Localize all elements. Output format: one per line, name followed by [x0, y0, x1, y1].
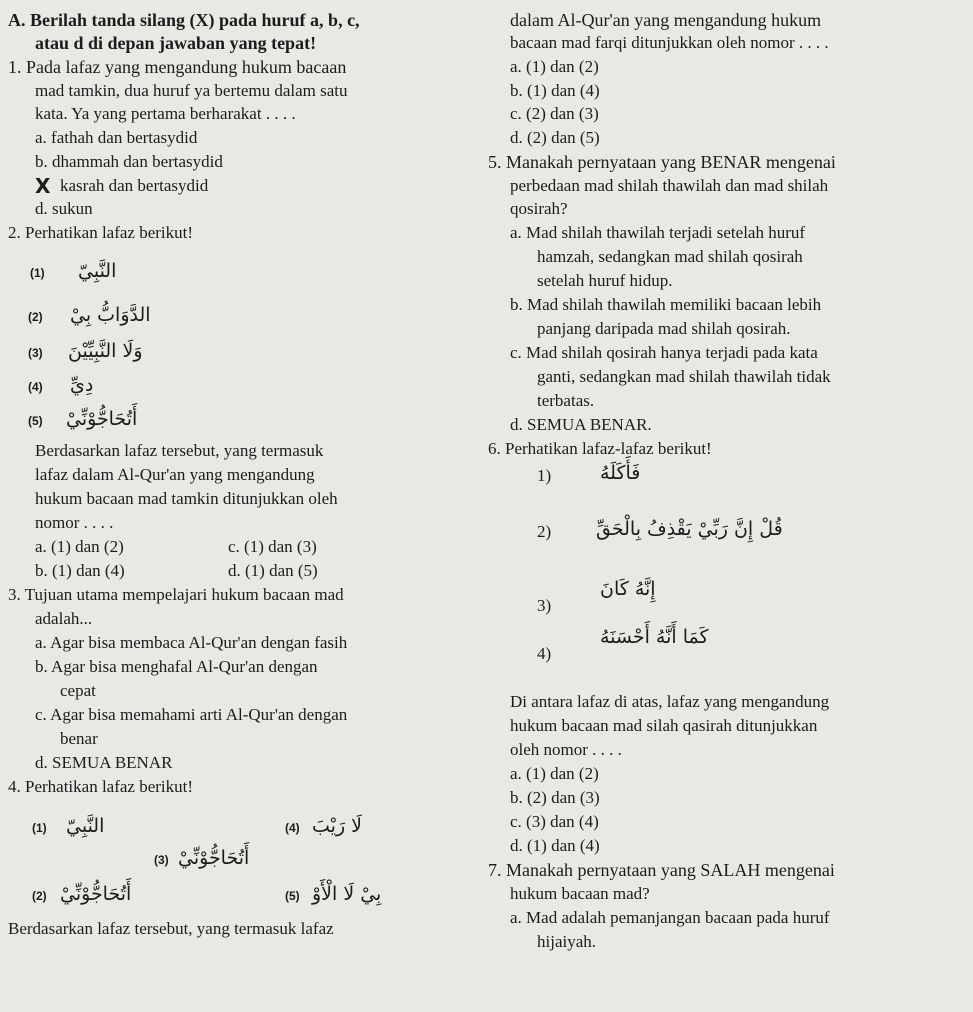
q2-arabic-2: الدَّوَابُّ بِيْ [70, 304, 151, 326]
q4cont-line2: bacaan mad farqi ditunjukkan oleh nomor . . . . [510, 33, 829, 52]
q1-option-c[interactable]: kasrah dan bertasydid [60, 176, 209, 195]
q4-arabic-3: أَتُحَاجُّوْنِّيْ [178, 847, 250, 869]
q2-arabic-3: وَلَا النَّبِيِّيْنَ [68, 340, 143, 362]
q1-option-a[interactable]: a. fathah dan bertasydid [35, 128, 198, 147]
q2-arabic-4: دِيِّ [70, 374, 94, 396]
q7-text-line1: 7. Manakah pernyataan yang SALAH mengenai [488, 860, 835, 880]
q4-arabic-1: النَّبِيّ [66, 815, 105, 837]
q4-number-2: (2) [32, 889, 47, 903]
q2-option-d[interactable]: d. (1) dan (5) [228, 561, 318, 580]
q5-option-a-line2: hamzah, sedangkan mad shilah qosirah [537, 247, 803, 266]
q7-option-a-line2: hijaiyah. [537, 932, 597, 951]
q4-number-5: (5) [285, 889, 300, 903]
q4-text: 4. Perhatikan lafaz berikut! [8, 777, 194, 796]
q4-arabic-4: لَا رَيْبَ [312, 815, 362, 837]
q6-option-c[interactable]: c. (3) dan (4) [510, 812, 599, 831]
q3-option-b-line2: cepat [60, 681, 96, 700]
q5-option-d[interactable]: d. SEMUA BENAR. [510, 415, 652, 434]
q4-arabic-2: أَتُحَاجُّوْنِّيْ [60, 883, 132, 905]
cross-mark: X [35, 174, 51, 198]
q3-text-line2: adalah... [35, 609, 93, 628]
q6-arabic-4: كَمَا أَنَّهُ أَحْسَنَهُ [600, 626, 709, 648]
q2-number-1: (1) [30, 266, 45, 280]
q6-arabic-2: قُلْ إِنَّ رَبِّيْ يَقْذِفُ بِالْحَقِّ [596, 518, 783, 540]
q5-option-a-line1[interactable]: a. Mad shilah thawilah terjadi setelah huruf [510, 223, 806, 242]
q2-arabic-5: أَتُحَاجُّوْنِّيْ [66, 408, 138, 430]
q7-text-line2: hukum bacaan mad? [510, 884, 650, 903]
q6-option-b[interactable]: b. (2) dan (3) [510, 788, 600, 807]
q6-arabic-3: إِنَّهُ كَانَ [600, 578, 656, 600]
q6-paragraph-line3: oleh nomor . . . . [510, 740, 622, 759]
q6-number-3: 3) [537, 596, 552, 615]
q2-paragraph-line1: Berdasarkan lafaz tersebut, yang termasuk [35, 441, 324, 460]
q3-option-a[interactable]: a. Agar bisa membaca Al-Qur'an dengan fasih [35, 633, 348, 652]
q5-option-c-line3: terbatas. [537, 391, 595, 410]
q2-text: 2. Perhatikan lafaz berikut! [8, 223, 194, 242]
q1-text-line2: mad tamkin, dua huruf ya bertemu dalam satu [35, 81, 348, 100]
q4-paragraph: Berdasarkan lafaz tersebut, yang termasuk lafaz [8, 919, 334, 938]
q5-option-b-line2: panjang daripada mad shilah qosirah. [537, 319, 791, 338]
q4cont-option-d[interactable]: d. (2) dan (5) [510, 128, 600, 147]
section-instruction-line1: A. Berilah tanda silang (X) pada huruf a, b, c, [8, 10, 360, 30]
q3-option-c-line1[interactable]: c. Agar bisa memahami arti Al-Qur'an dengan [35, 705, 348, 724]
q4cont-option-b[interactable]: b. (1) dan (4) [510, 81, 600, 100]
q2-number-5: (5) [28, 414, 43, 428]
q2-option-a[interactable]: a. (1) dan (2) [35, 537, 124, 556]
q2-option-b[interactable]: b. (1) dan (4) [35, 561, 125, 580]
q4-number-4: (4) [285, 821, 300, 835]
q4-arabic-5: بِيْ لَا الْأَوْ [312, 883, 382, 905]
q3-option-c-line2: benar [60, 729, 98, 748]
q4-number-1: (1) [32, 821, 47, 835]
q2-paragraph-line2: lafaz dalam Al-Qur'an yang mengandung [35, 465, 315, 484]
q1-option-b[interactable]: b. dhammah dan bertasydid [35, 152, 223, 171]
q4cont-line1: dalam Al-Qur'an yang mengandung hukum [510, 10, 822, 30]
q3-option-b-line1[interactable]: b. Agar bisa menghafal Al-Qur'an dengan [35, 657, 318, 676]
q6-number-4: 4) [537, 644, 552, 663]
q2-arabic-1: النَّبِيّ [78, 260, 117, 282]
q6-arabic-1: فَأَكَلَهُ [600, 462, 641, 484]
q5-option-c-line2: ganti, sedangkan mad shilah thawilah tidak [537, 367, 831, 386]
q6-option-d[interactable]: d. (1) dan (4) [510, 836, 600, 855]
q2-number-2: (2) [28, 310, 43, 324]
q1-text-line3: kata. Ya yang pertama berharakat . . . . [35, 104, 296, 123]
q6-number-1: 1) [537, 466, 552, 485]
q1-option-d[interactable]: d. sukun [35, 199, 93, 218]
q1-text-line1: 1. Pada lafaz yang mengandung hukum bacaan [8, 57, 347, 77]
q5-text-line2: perbedaan mad shilah thawilah dan mad shilah [510, 176, 829, 195]
q4-number-3: (3) [154, 853, 169, 867]
q5-option-a-line3: setelah huruf hidup. [537, 271, 673, 290]
q6-paragraph-line1: Di antara lafaz di atas, lafaz yang mengandung [510, 692, 830, 711]
q6-paragraph-line2: hukum bacaan mad silah qasirah ditunjukkan [510, 716, 818, 735]
q2-number-4: (4) [28, 380, 43, 394]
section-instruction-line2: atau d di depan jawaban yang tepat! [35, 33, 317, 53]
q3-option-d[interactable]: d. SEMUA BENAR [35, 753, 173, 772]
q2-paragraph-line3: hukum bacaan mad tamkin ditunjukkan oleh [35, 489, 338, 508]
q3-text-line1: 3. Tujuan utama mempelajari hukum bacaan mad [8, 585, 344, 604]
q2-option-c[interactable]: c. (1) dan (3) [228, 537, 317, 556]
q5-option-c-line1[interactable]: c. Mad shilah qosirah hanya terjadi pada kata [510, 343, 818, 362]
q5-option-b-line1[interactable]: b. Mad shilah thawilah memiliki bacaan lebih [510, 295, 822, 314]
q2-paragraph-line4: nomor . . . . [35, 513, 114, 532]
q4cont-option-a[interactable]: a. (1) dan (2) [510, 57, 599, 76]
q4cont-option-c[interactable]: c. (2) dan (3) [510, 104, 599, 123]
q6-number-2: 2) [537, 522, 552, 541]
q2-number-3: (3) [28, 346, 43, 360]
q7-option-a-line1[interactable]: a. Mad adalah pemanjangan bacaan pada huruf [510, 908, 830, 927]
q5-text-line3: qosirah? [510, 199, 568, 218]
q6-text: 6. Perhatikan lafaz-lafaz berikut! [488, 439, 712, 458]
q5-text-line1: 5. Manakah pernyataan yang BENAR mengenai [488, 152, 836, 172]
q6-option-a[interactable]: a. (1) dan (2) [510, 764, 599, 783]
